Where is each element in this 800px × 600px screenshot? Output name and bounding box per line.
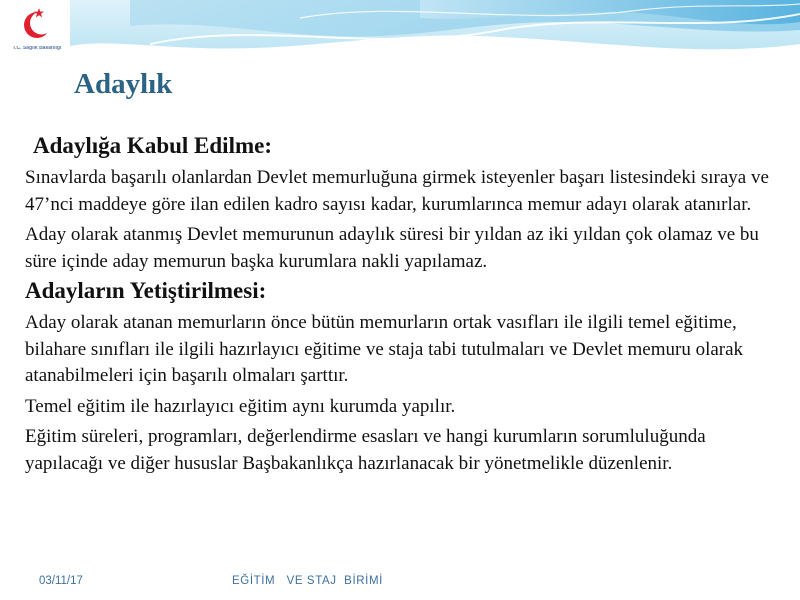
paragraph-appointment: Sınavlarda başarılı olanlardan Devlet memurluğuna girmek isteyenler başarı listesindeki sıraya ve 47’nci maddeye göre ilan edilen kadro sayısı kadar, kurumlarınca memur adayı olarak atanırlar. xyxy=(25,167,769,215)
footer-date: 03/11/17 xyxy=(39,575,83,587)
paragraph-same-institution: Temel eğitim ile hazırlayıcı eğitim aynı kurumda yapılır. xyxy=(25,395,456,417)
ministry-logo xyxy=(2,4,72,68)
section-heading-candidacy-acceptance: Adaylığa Kabul Edilme: xyxy=(33,133,272,158)
crescent-star-icon xyxy=(2,4,72,46)
section-heading-candidate-training: Adayların Yetiştirilmesi: xyxy=(25,278,267,303)
logo-name: T.C. Sağlık Bakanlığı xyxy=(12,46,62,51)
footer-unit-name: EĞİTİM VE STAJ BİRİMİ xyxy=(232,575,383,587)
slide-content xyxy=(25,130,770,477)
paragraph-regulation: Eğitim süreleri, programları, değerlendirme esasları ve hangi kurumların sorumluluğunda yapılacağı ve diğer hususlar Başbakanlıkça hazırlanacak bir yönetmelikle düzenlenir. xyxy=(25,426,706,474)
paragraph-training-requirements: Aday olarak atanan memurların önce bütün memurların ortak vasıfları ile ilgili temel eğitime, bilahare sınıfları ile ilgili hazırlayıcı eğitime ve staja tabi tutulmaları ve Devlet memuru olarak atanabilmeleri için başarılı olmaları şarttır. xyxy=(25,312,744,386)
slide-title: Adaylık xyxy=(74,68,173,100)
paragraph-candidacy-period: Aday olarak atanmış Devlet memurunun adaylık süresi bir yıldan az iki yıldan çok olamaz ve bu süre içinde aday memurun başka kurumlara nakli yapılamaz. xyxy=(25,224,759,272)
